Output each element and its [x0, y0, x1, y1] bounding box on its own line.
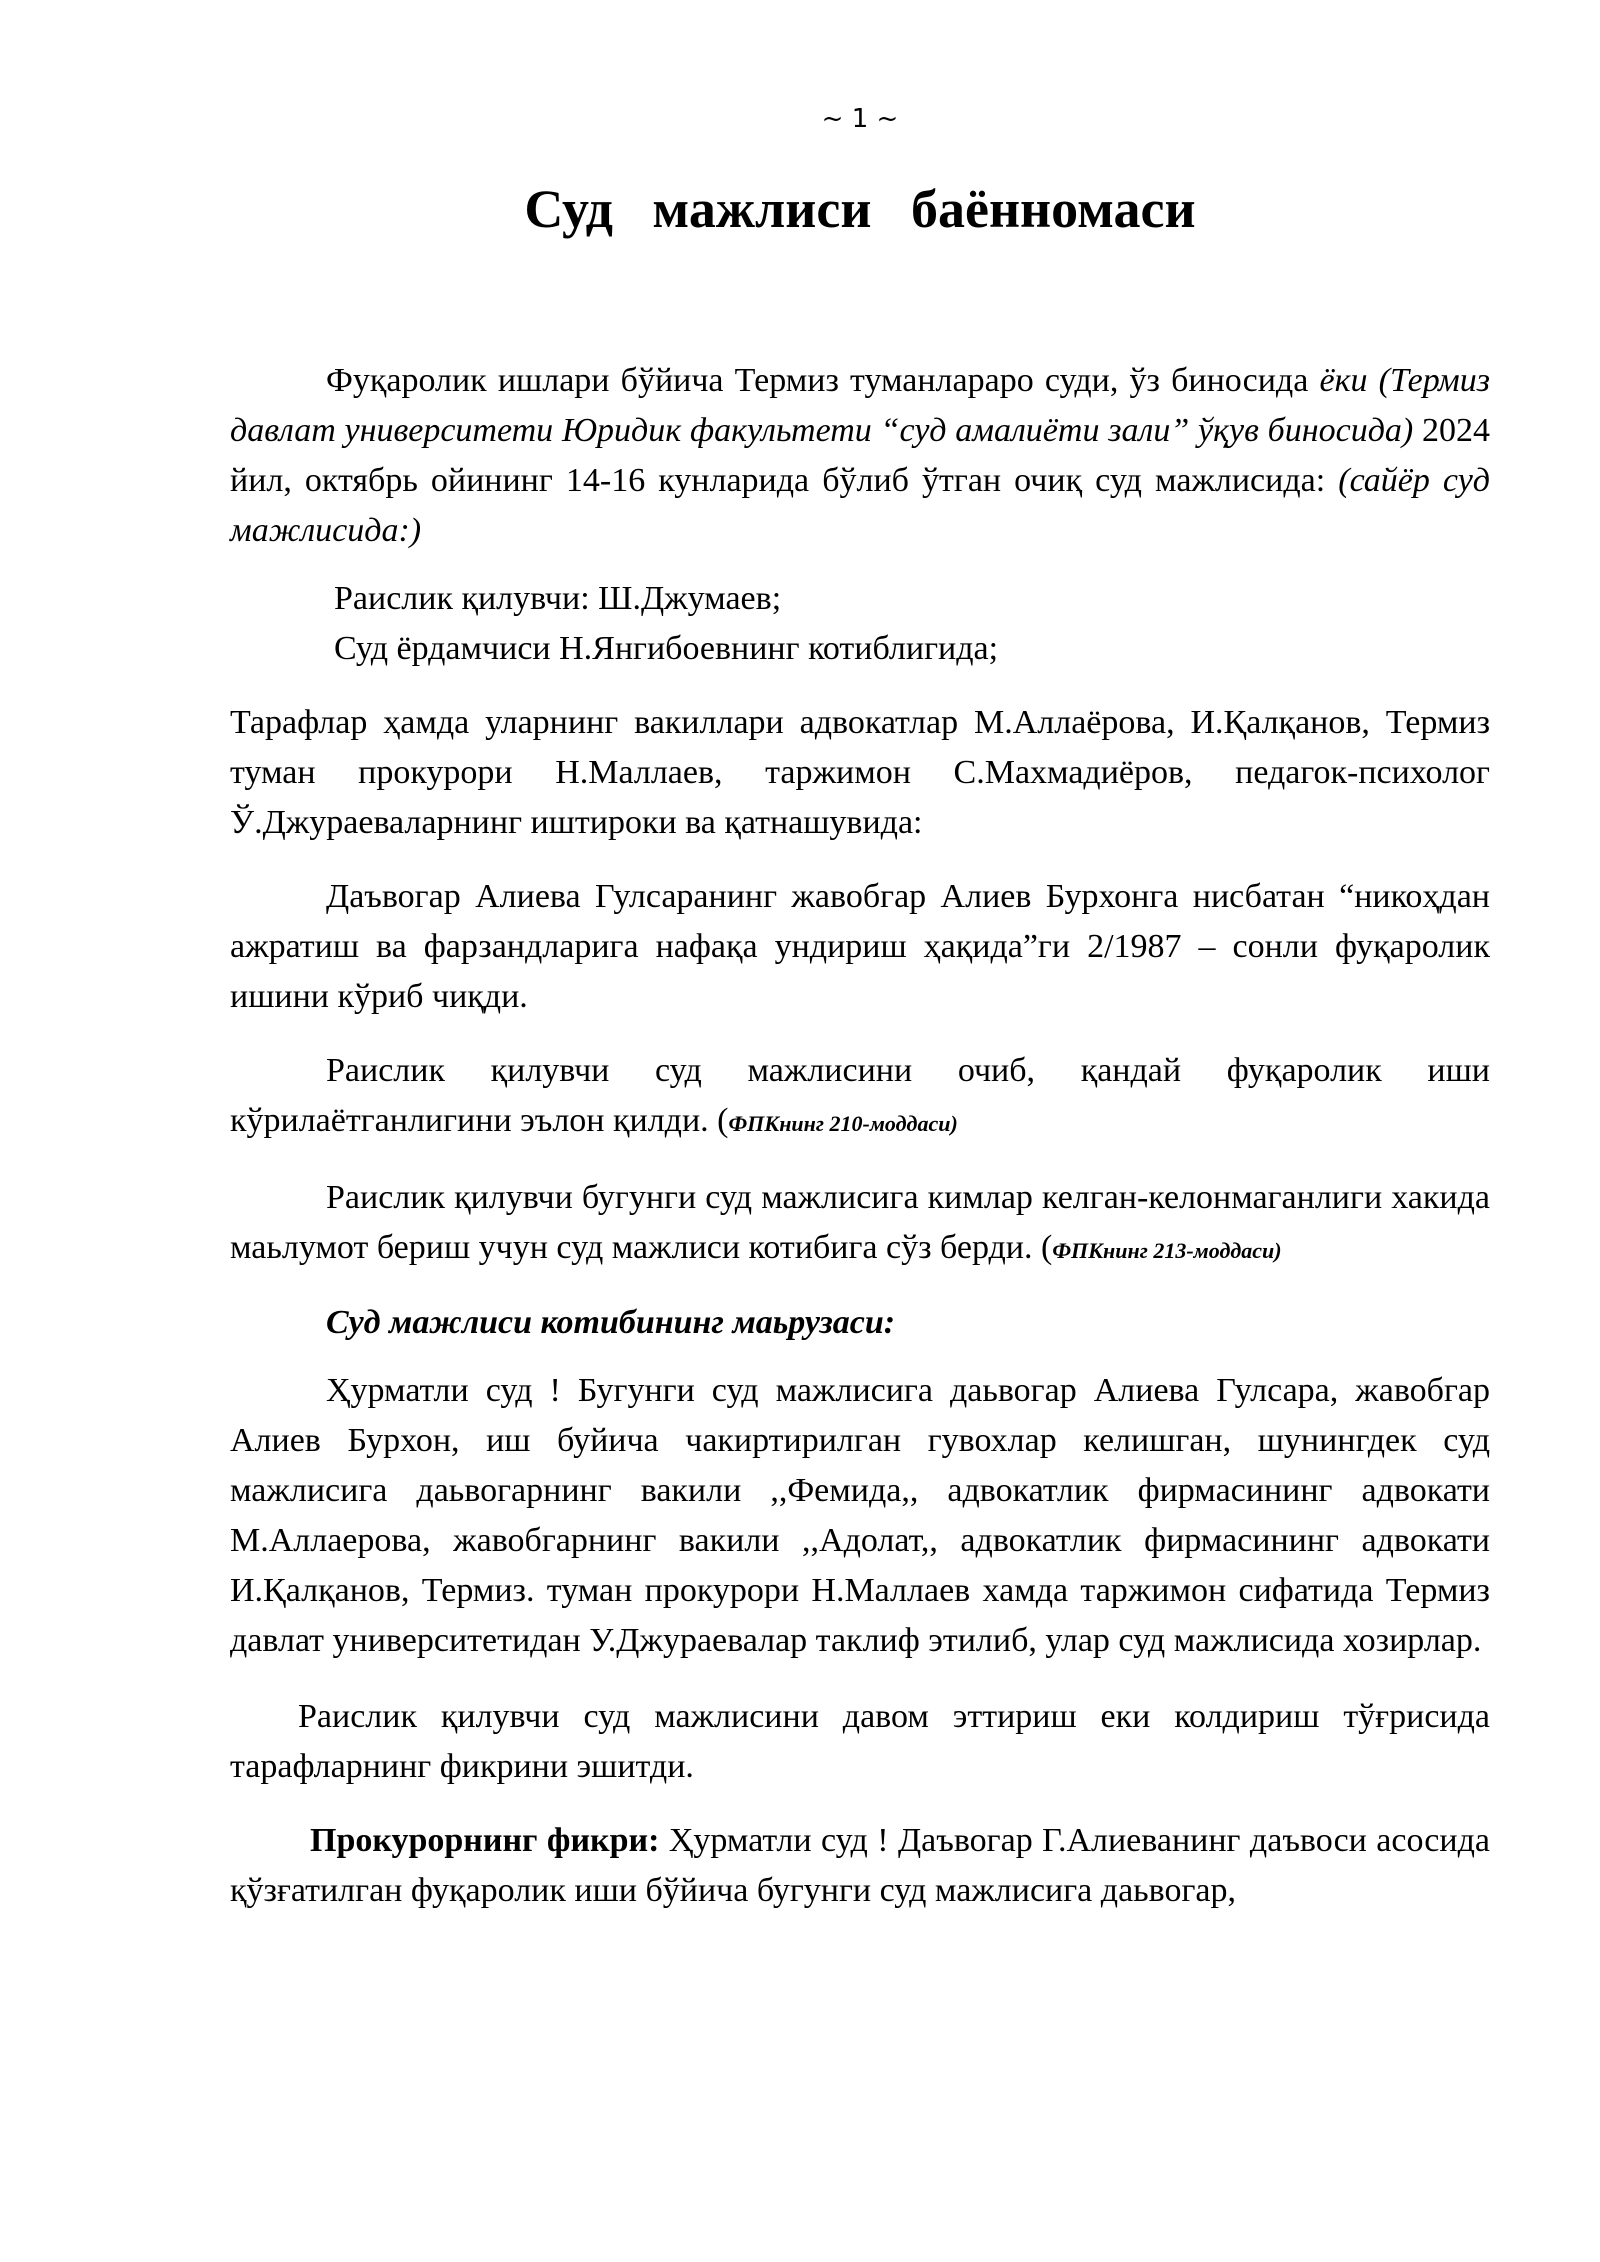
prosecutor-paragraph — [230, 1816, 1490, 1916]
case-paragraph: Даъвогар Алиева Гулсаранинг жавобгар Алиев Бурхонга нисбатан “никоҳдан ажратиш ва фарзандларига нафақа ундириш ҳақида”ги 2/1987 – сонли фуқаролик ишини кўриб чиқди. — [230, 878, 1490, 1015]
continuation-paragraph: Раислик қилувчи суд мажлисини давом эттириш еки колдириш тўғрисида тарафларнинг фикрини эшитди. — [230, 1698, 1490, 1785]
prosecutor-text: Ҳурматли суд ! Даъвогар Г.Алиеванинг даъвоси асосида қўзғатилган фуқаролик иши бўйича бугунги суд мажлисига даьвогар, — [230, 1822, 1490, 1909]
court-secretary: Суд ёрдамчиси Н.Янгибоевнинг котиблигида; — [334, 630, 999, 667]
page-number: ~ 1 ~ — [821, 104, 899, 134]
report-heading — [230, 1298, 1490, 1348]
document-title: Суд мажлиси баённомаси — [524, 179, 1196, 239]
opening-article-ref: ФПКнинг 210-моддаси) — [728, 1111, 958, 1136]
court-composition — [334, 574, 1490, 674]
intro-italic-1: ёки (Термиз давлат университети Юридик факультети “суд амалиёти зали” ўқув биносида) — [230, 362, 1490, 449]
intro-paragraph — [230, 356, 1490, 556]
parties-paragraph: Тарафлар ҳамда уларнинг вакиллари адвокатлар М.Аллаёрова, И.Қалқанов, Термиз туман прокурори Н.Маллаев, таржимон С.Махмадиёров, педагок-психолог Ў.Джураеваларнинг иштироки ва қатнашувида: — [230, 704, 1490, 841]
attendance-paragraph — [230, 1173, 1490, 1276]
report-heading-text: Суд мажлиси котибининг маьрузаси: — [326, 1304, 896, 1341]
intro-text-2: 2024 йил, октябрь ойининг 14-16 кунларида бўлиб ўтган очиқ суд мажлисида: — [230, 412, 1490, 499]
attendance-article-ref: ФПКнинг 213-моддаси) — [1052, 1238, 1282, 1263]
report-paragraph: Ҳурматли суд ! Бугунги суд мажлисига даьвогар Алиева Гулсара, жавобгар Алиев Бурхон, иш буйича чакиртирилган гувохлар келишган, шунингдек суд мажлисига даьвогарнинг вакили ,,Фемида,, адвокатлик фирмасининг адвокати М.Аллаерова, жавобгарнинг вакили ,,Адолат,, адвокатлик фирмасининг адвокати И.Қалқанов, Термиз. туман прокурори Н.Маллаев хамда таржимон сифатида Термиз давлат университетидан У.Джураевалар таклиф этилиб, улар суд мажлисида хозирлар. — [230, 1372, 1490, 1659]
opening-text: Раислик қилувчи суд мажлисини очиб, қандай фуқаролик иши кўрилаётганлигини эълон қилди. ( — [230, 1052, 1490, 1139]
presiding-judge: Раислик қилувчи: Ш.Джумаев; — [334, 580, 782, 617]
document-body — [230, 356, 1490, 1916]
prosecutor-label: Прокурорнинг фикри: — [310, 1822, 660, 1859]
intro-text-1: Фуқаролик ишлари бўйича Термиз туманлараро суди, ўз биносида — [326, 362, 1320, 399]
opening-paragraph — [230, 1046, 1490, 1149]
intro-italic-2: (сайёр суд мажлисида:) — [230, 462, 1490, 549]
attendance-text: Раислик қилувчи бугунги суд мажлисига кимлар келган-келонмаганлиги хакида маьлумот бериш учун суд мажлиси котибига сўз берди. ( — [230, 1179, 1490, 1266]
